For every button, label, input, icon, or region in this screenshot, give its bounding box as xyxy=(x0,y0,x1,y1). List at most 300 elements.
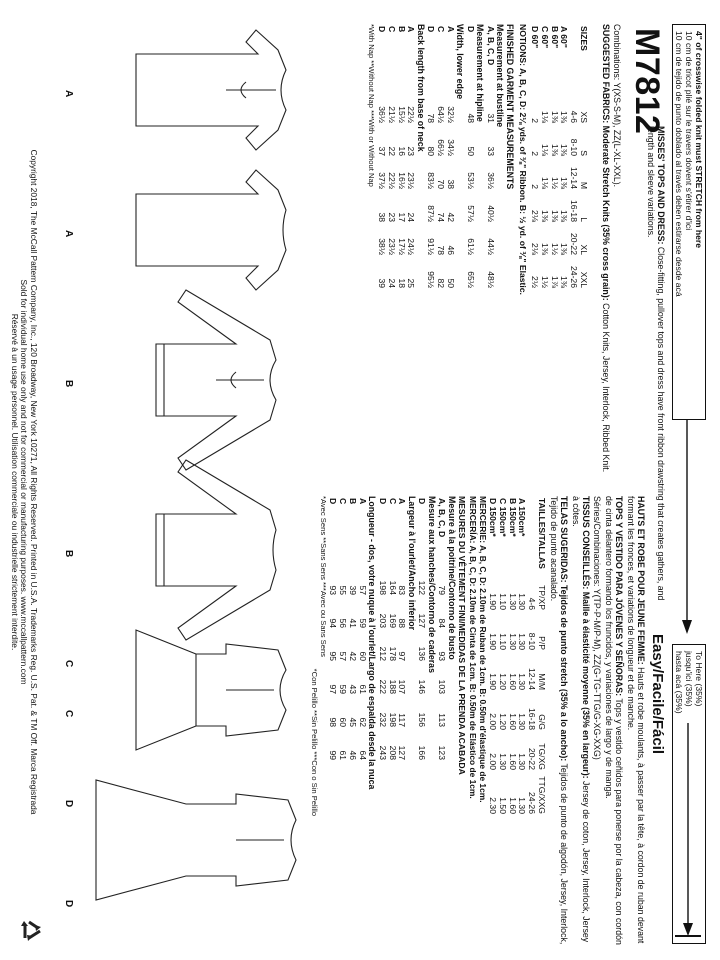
value-cell: 169 xyxy=(387,613,398,628)
value-cell: 79 xyxy=(437,585,448,595)
stretch-line-en: 4" of crosswise folded knit must STRETCH from here xyxy=(694,31,704,249)
value-cell: 57½ xyxy=(466,205,477,222)
value-cell: 1.20 xyxy=(497,673,508,690)
view-a-front-drawing xyxy=(136,30,286,150)
value-cell: 232 xyxy=(377,712,388,727)
value-cell: 146 xyxy=(417,679,428,694)
row-label: C xyxy=(436,26,447,33)
value-cell: 1⅜ xyxy=(549,144,560,156)
value-cell: 74 xyxy=(436,212,447,222)
value-cell: 53½ xyxy=(466,172,477,189)
value-cell: 2.30 xyxy=(488,797,499,814)
value-cell: 2⅛ xyxy=(530,243,541,255)
value-cell: 1⅛ xyxy=(539,177,550,189)
value-cell: 55 xyxy=(338,585,349,595)
value-cell: 1.30 xyxy=(497,753,508,770)
table-row xyxy=(559,24,569,290)
row-label: A 150cm* xyxy=(517,498,528,537)
row-label: D xyxy=(417,498,428,505)
table-row xyxy=(517,496,527,816)
value-cell: 59 xyxy=(357,618,368,628)
size-sub-cell: 24-26 xyxy=(569,266,580,288)
table-row xyxy=(347,496,357,762)
value-cell: 164 xyxy=(387,580,398,595)
value-cell: 23 xyxy=(386,212,397,222)
stretch-end-arrow-icon xyxy=(673,723,703,937)
value-cell: 42 xyxy=(348,651,359,661)
row-label: B 60" xyxy=(549,26,560,49)
value-cell: 64 xyxy=(357,750,368,760)
table-row xyxy=(337,496,347,762)
nap-note-en: *With Nap **Without Nap ***With or Without Nap xyxy=(367,24,377,187)
back-rows-en xyxy=(376,24,415,290)
back-title-fr: Longueur - dos, votre nuque à l'ourlet/Largo de espalda desde la nuca xyxy=(367,496,378,790)
size-sub-cell: 12-14 xyxy=(569,167,580,189)
size-cell: M xyxy=(579,181,589,189)
finished-title-fr: MESURES DU VÊTEMENT FINI/MEDIDAS DE LA PRENDA ACABADA xyxy=(456,496,467,775)
value-cell: 48 xyxy=(466,113,477,123)
value-cell: 62 xyxy=(357,717,368,727)
size-sub-cell: 20-22 xyxy=(569,233,580,255)
value-cell: 95½ xyxy=(426,271,437,288)
table-row xyxy=(357,496,367,762)
size-cell: S xyxy=(579,150,589,156)
value-cell: 1.30 xyxy=(507,593,518,610)
value-cell: 1⅜ xyxy=(549,210,560,222)
finished-title-en: FINISHED GARMENT MEASUREMENTS xyxy=(505,24,516,190)
value-cell: 1⅜ xyxy=(549,111,560,123)
table-row xyxy=(539,24,549,290)
table-row xyxy=(497,496,507,816)
size-cell: TTG/XXG xyxy=(537,776,547,814)
back-rows-fr xyxy=(328,496,367,762)
value-cell: 1⅜ xyxy=(559,243,570,255)
french-size-table xyxy=(310,496,546,816)
view-label: D xyxy=(63,900,74,908)
row-label: A xyxy=(446,26,457,33)
size-cell: L xyxy=(579,217,589,222)
desc-text-es: Tops y vestido ceñidos para ponerse por la cabeza, con cordón de cinta delantero formando los fruncidos, y variaciones de largo y de manga. xyxy=(603,496,625,945)
row-label: D xyxy=(466,26,477,33)
copyright-line: Copyright 2018, The McCall Pattern Company, Inc., 120 Broadway, New York 10271, All Rights Reserved. Printed in U.S.A. Trademarks Reg. U.S. Pat. & TM Off. Marca Registrada xyxy=(29,149,39,815)
value-cell: 78 xyxy=(426,113,437,123)
value-cell: 22½ xyxy=(406,106,417,123)
stretch-line-fr: 10 cm de tricot plié sur le travers doivent s'étirer d'ici xyxy=(684,31,695,231)
value-cell: 64½ xyxy=(436,106,447,123)
hip-row-fr xyxy=(417,496,427,762)
value-cell: 16 xyxy=(396,146,407,156)
value-cell: 122 xyxy=(417,580,428,595)
value-cell: 2.00 xyxy=(488,713,499,730)
value-cell: 1.30 xyxy=(517,753,528,770)
size-sub-cell: 8-10 xyxy=(569,138,580,156)
value-cell: 84 xyxy=(437,618,448,628)
value-cell: 21½ xyxy=(386,106,397,123)
table-row xyxy=(549,24,559,290)
value-cell: 1⅜ xyxy=(559,111,570,123)
value-cell: 1½ xyxy=(549,243,560,255)
combinations-fr: Séries/Combinaciones: Y(TP-P-M/P-M), ZZ(G-TG-TTG/G-XG-XXG) xyxy=(592,496,603,760)
stretch-line-es: 10 cm de tejido de punto doblado al través deben estirarse desde acá xyxy=(674,31,685,297)
size-cell: XS xyxy=(579,111,589,123)
row-label: C xyxy=(386,26,397,33)
table-row xyxy=(328,496,338,762)
view-b-back-drawing xyxy=(156,460,276,640)
value-cell: 1.90 xyxy=(488,673,499,690)
table-row xyxy=(396,24,406,290)
value-cell: 39 xyxy=(348,585,359,595)
value-cell: 61 xyxy=(357,684,368,694)
target-line-en: To Here (35%) xyxy=(694,651,704,707)
value-cell: 1.30 xyxy=(517,797,528,814)
value-cell: 1.60 xyxy=(507,713,518,730)
desc-text-fr: Hauts et robe moulants, à passer par la tête, à cordon de ruban devant formant les fronces, et variations de longueur et de manche. xyxy=(625,496,646,944)
view-a-back-drawing xyxy=(136,170,286,290)
row-label: C xyxy=(338,498,349,505)
value-cell: 99 xyxy=(328,750,339,760)
row-label: A xyxy=(357,498,368,505)
value-cell: 123 xyxy=(437,745,448,760)
value-cell: 18 xyxy=(396,278,407,288)
value-cell: 82 xyxy=(436,278,447,288)
value-cell: 61½ xyxy=(466,238,477,255)
value-cell: 222 xyxy=(377,679,388,694)
value-cell: 1.50 xyxy=(497,797,508,814)
size-cell: P/P xyxy=(537,636,547,650)
value-cell: 61 xyxy=(338,750,349,760)
desc-title-en: MISSES' TOPS AND DRESS: xyxy=(656,126,666,245)
value-cell: 25 xyxy=(406,278,417,288)
value-cell: 15½ xyxy=(396,106,407,123)
table-row xyxy=(386,24,396,290)
row-label: D 60" xyxy=(530,26,541,49)
fabrics-text-fr: Jersey de coton, Jersey, Interlock, Jersey à côtes. xyxy=(570,496,591,943)
row-label: D xyxy=(377,498,388,505)
value-cell: 136 xyxy=(417,646,428,661)
value-cell: 1⅜ xyxy=(559,144,570,156)
row-label: D xyxy=(328,498,339,505)
value-cell: 1⅛ xyxy=(539,111,550,123)
view-label: C xyxy=(63,660,74,668)
size-sub-cell: 16-18 xyxy=(569,200,580,222)
value-cell: 1.60 xyxy=(507,753,518,770)
view-c-front-drawing xyxy=(136,630,286,750)
value-cell: 78 xyxy=(436,245,447,255)
value-cell: 93 xyxy=(328,585,339,595)
garment-drawings xyxy=(76,20,306,940)
value-cell: 45 xyxy=(348,717,359,727)
notions-fr: MERCERIE: A, B, C, D: 2.10m de Ruban de 1cm. B: 0.50m d'élastique de 1cm. xyxy=(478,496,489,803)
value-cell: 1.30 xyxy=(517,713,528,730)
value-cell: 57 xyxy=(338,651,349,661)
row-label: C 60" xyxy=(539,26,550,49)
value-cell: 212 xyxy=(377,646,388,661)
bust-row-fr xyxy=(437,496,447,762)
value-cell: 42 xyxy=(446,212,457,222)
table-row xyxy=(387,496,397,762)
width-rows-fr xyxy=(377,496,406,762)
row-label: D xyxy=(377,26,388,33)
row-label: A xyxy=(406,26,417,33)
value-cell: 16½ xyxy=(396,172,407,189)
value-cell: 23½ xyxy=(386,238,397,255)
hip-title-fr: Mesure aux hanches/Contorno de caderas xyxy=(426,496,437,673)
target-line-es: hasta acá (35%) xyxy=(674,651,685,714)
value-cell: 243 xyxy=(377,745,388,760)
bust-row-en xyxy=(485,24,495,290)
nap-note-fr: *Avec Sens **Sans Sens ***Avec ou Sans Sens xyxy=(318,496,328,657)
copyright-block xyxy=(9,12,38,952)
value-cell: 178 xyxy=(387,646,398,661)
value-cell: 1.30 xyxy=(517,673,528,690)
value-cell: 66½ xyxy=(436,139,447,156)
value-cell: 1.30 xyxy=(517,633,528,650)
row-label: A, B, C, D xyxy=(437,498,448,538)
value-cell: 127 xyxy=(417,613,428,628)
value-cell: 1.30 xyxy=(507,633,518,650)
size-sub-cell: 20-22 xyxy=(527,748,538,770)
value-cell: 44½ xyxy=(486,238,497,255)
notions-en: NOTIONS: A, B, C, D: 2⅛ yds. of ⅜" Ribbon. B: ½ yd. of ⅜" Elastic. xyxy=(518,24,529,295)
value-cell: 1⅜ xyxy=(559,210,570,222)
value-cell: 59 xyxy=(338,684,349,694)
value-cell: 117 xyxy=(397,713,408,727)
width-title-en: Width, lower edge xyxy=(455,24,466,100)
value-cell: 32½ xyxy=(446,106,457,123)
value-cell: 2 xyxy=(530,151,541,156)
row-label: B 150cm* xyxy=(507,498,518,537)
view-b-front-drawing xyxy=(156,290,276,470)
fabrics-text-es: Tejidos de punto de algodón, Jersey, Interlock, Tejido de punto acanalado. xyxy=(548,496,570,945)
table-row xyxy=(397,496,407,762)
value-cell: 60 xyxy=(338,717,349,727)
value-cell: 70 xyxy=(436,179,447,189)
value-cell: 43 xyxy=(348,684,359,694)
table-row xyxy=(465,24,475,290)
value-cell: 50 xyxy=(466,146,477,156)
table-row xyxy=(417,496,427,762)
value-cell: 1.60 xyxy=(507,797,518,814)
value-cell: 198 xyxy=(387,712,398,727)
size-cell: TG/XG xyxy=(537,743,547,770)
value-cell: 2½ xyxy=(530,276,541,288)
value-cell: 95 xyxy=(328,651,339,661)
width-rows-en xyxy=(426,24,455,290)
value-cell: 17½ xyxy=(396,238,407,255)
value-cell: 93 xyxy=(437,651,448,661)
value-cell: 2 xyxy=(530,118,541,123)
row-label: D xyxy=(426,26,437,33)
size-cell: TP/XP xyxy=(537,585,547,610)
value-cell: 1½ xyxy=(539,276,550,288)
pattern-number: M7812 xyxy=(628,28,666,135)
table-row xyxy=(487,496,497,816)
value-cell: 1.90 xyxy=(488,633,499,650)
value-cell: 31 xyxy=(486,113,497,123)
value-cell: 103 xyxy=(437,679,448,694)
value-cell: 83 xyxy=(397,585,408,595)
desc-text-en: Close-fitting, pullover tops and dress have front ribbon drawstring that creates gathers, and length and sleeve variations. xyxy=(645,126,666,601)
row-label: D 150cm* xyxy=(488,498,499,537)
view-label: A xyxy=(63,230,74,238)
value-cell: 80 xyxy=(426,146,437,156)
value-cell: 41 xyxy=(348,618,359,628)
value-cell: 22 xyxy=(386,146,397,156)
value-cell: 1.30 xyxy=(517,593,528,610)
size-sub-cell: 24-26 xyxy=(527,792,538,814)
value-cell: 37 xyxy=(377,146,388,156)
value-cell: 94 xyxy=(328,618,339,628)
value-cell: 1½ xyxy=(549,177,560,189)
view-illustrations xyxy=(46,20,306,940)
view-label: A xyxy=(63,90,74,98)
value-cell: 1.10 xyxy=(497,633,508,650)
size-cell: XL xyxy=(579,244,589,255)
row-label: C 150cm* xyxy=(497,498,508,537)
value-cell: 46 xyxy=(446,245,457,255)
value-cell: 24 xyxy=(406,212,417,222)
row-label: A 60" xyxy=(559,26,570,48)
value-cell: 39 xyxy=(377,278,388,288)
stretch-gauge-start xyxy=(672,24,706,420)
row-label: A, B, C, D xyxy=(486,26,497,66)
row-label: A xyxy=(397,498,408,505)
value-cell: 37½ xyxy=(377,172,388,189)
value-cell: 38½ xyxy=(377,238,388,255)
value-cell: 57 xyxy=(357,585,368,595)
value-cell: 203 xyxy=(377,613,388,628)
copyright-line: Sold for individual home use only and not for commercial or manufacturing purposes. www.mccallpattern.com xyxy=(19,279,30,685)
value-cell: 1.10 xyxy=(497,593,508,610)
bust-title-fr: Mesure à la poitrine/Contorno de busto xyxy=(446,496,457,660)
row-label: B xyxy=(396,26,407,33)
value-cell: 1.90 xyxy=(488,593,499,610)
desc-title-fr: HAUTS ET ROBE POUR JEUNE FEMME: xyxy=(636,496,646,665)
value-cell: 48½ xyxy=(486,271,497,288)
value-cell: 113 xyxy=(437,713,448,727)
value-cell: 166 xyxy=(417,745,428,760)
value-cell: 87½ xyxy=(426,205,437,222)
value-cell: 188 xyxy=(387,679,398,694)
value-cell: 60 xyxy=(357,651,368,661)
table-row xyxy=(426,24,436,290)
recycle-icon xyxy=(14,916,44,946)
size-sub-cell: 16-18 xyxy=(527,708,538,730)
value-cell: 98 xyxy=(328,717,339,727)
value-cell: 17 xyxy=(396,212,407,222)
table-row xyxy=(377,496,387,762)
value-cell: 33 xyxy=(486,146,497,156)
sizes-label-fr: TAILLES/TALLAS xyxy=(537,498,547,569)
value-cell: 107 xyxy=(397,679,408,694)
value-cell: 91½ xyxy=(426,238,437,255)
fabrics-title-fr: TISSUS CONSEILLÉS: Maille à élasticité moyenne (35% en largeur): xyxy=(580,496,591,779)
table-row xyxy=(445,24,455,290)
value-cell: 23½ xyxy=(406,172,417,189)
view-label: C xyxy=(63,710,74,718)
value-cell: 38 xyxy=(377,212,388,222)
value-cell: 1.60 xyxy=(507,673,518,690)
difficulty-label: Easy/Facile/Fácil xyxy=(649,634,666,755)
copyright-line: Réservé à un usage personnel. Utilisation commerciale ou industrielle strictement interdite. xyxy=(9,313,20,651)
table-row xyxy=(507,496,517,816)
stretch-gauge-end xyxy=(672,644,706,944)
value-cell: 208 xyxy=(387,745,398,760)
french-description xyxy=(547,496,646,946)
value-cell: 1.20 xyxy=(497,713,508,730)
value-cell: 1⅛ xyxy=(539,144,550,156)
target-line-fr: jusqu'ici (35%) xyxy=(684,651,695,707)
value-cell: 36½ xyxy=(377,106,388,123)
value-cell: 40½ xyxy=(486,205,497,222)
table-row xyxy=(435,24,445,290)
size-cell: XXL xyxy=(579,271,589,288)
value-cell: 50 xyxy=(446,278,457,288)
value-cell: 1⅜ xyxy=(559,276,570,288)
english-size-table xyxy=(367,24,588,295)
size-sub-cell: 8-10 xyxy=(527,632,538,650)
combinations-en: Combinations: Y(XS-S-M), ZZ(L-XL-XXL). xyxy=(612,24,622,188)
value-cell: 24 xyxy=(386,278,397,288)
value-cell: 1⅜ xyxy=(539,210,550,222)
hip-title-en: Measurement at hipline xyxy=(475,24,486,122)
value-cell: 1⅞ xyxy=(549,276,560,288)
value-cell: 2.00 xyxy=(488,753,499,770)
size-cell: M/M xyxy=(537,673,547,690)
table-row xyxy=(485,24,495,290)
hip-row-en xyxy=(465,24,475,290)
size-sub-cell: 4-6 xyxy=(569,110,580,123)
sizes-label-en: SIZES xyxy=(579,26,589,51)
size-cell: G/G xyxy=(537,714,547,730)
stretch-arrow-icon xyxy=(680,420,694,636)
view-label: B xyxy=(63,380,74,388)
fabrics-text-en: Cotton Knits, Jersey, Interlock, Ribbed Knit. xyxy=(600,303,611,473)
desc-title-es: TOPS Y VESTIDO PARA JÓVENES Y SEÑORAS: xyxy=(614,496,625,697)
value-cell: 24½ xyxy=(406,238,417,255)
value-cell: 65½ xyxy=(466,271,477,288)
value-cell: 46 xyxy=(348,750,359,760)
value-cell: 198 xyxy=(377,580,388,595)
view-label: D xyxy=(63,800,74,808)
value-cell: 97 xyxy=(397,651,408,661)
nap-note-es: *Con Pelillo **Sin Pelillo ***Con o Sin Pelillo xyxy=(309,668,319,816)
notions-es: MERCERÍA: A, B, C, D: 2.10m de Cinta de 1cm. B: 0.50m de Elástico de 1cm. xyxy=(468,496,479,799)
value-cell: 2⅛ xyxy=(530,210,541,222)
value-cell: 1⅜ xyxy=(539,243,550,255)
view-label: B xyxy=(63,550,74,558)
back-title-en: Back length from base of neck xyxy=(415,24,426,152)
size-sub-cell: 4-6 xyxy=(527,597,538,610)
row-label: B xyxy=(348,498,359,505)
view-d-front-drawing xyxy=(96,780,296,900)
value-cell: 97 xyxy=(328,684,339,694)
value-cell: 1⅜ xyxy=(559,177,570,189)
value-cell: 88 xyxy=(397,618,408,628)
value-cell: 23 xyxy=(406,146,417,156)
value-cell: 127 xyxy=(397,745,408,760)
fabrics-title-en: SUGGESTED FABRICS: Moderate Stretch Knits (35% cross grain): xyxy=(600,24,611,301)
value-cell: 83½ xyxy=(426,172,437,189)
row-label: C xyxy=(387,498,398,505)
value-cell: 156 xyxy=(417,712,428,727)
value-cell: 56 xyxy=(338,618,349,628)
value-cell: 34½ xyxy=(446,139,457,156)
table-row xyxy=(529,24,539,290)
value-cell: 38 xyxy=(446,179,457,189)
value-cell: 2 xyxy=(530,184,541,189)
bust-title-en: Measurement at bustline xyxy=(495,24,506,128)
